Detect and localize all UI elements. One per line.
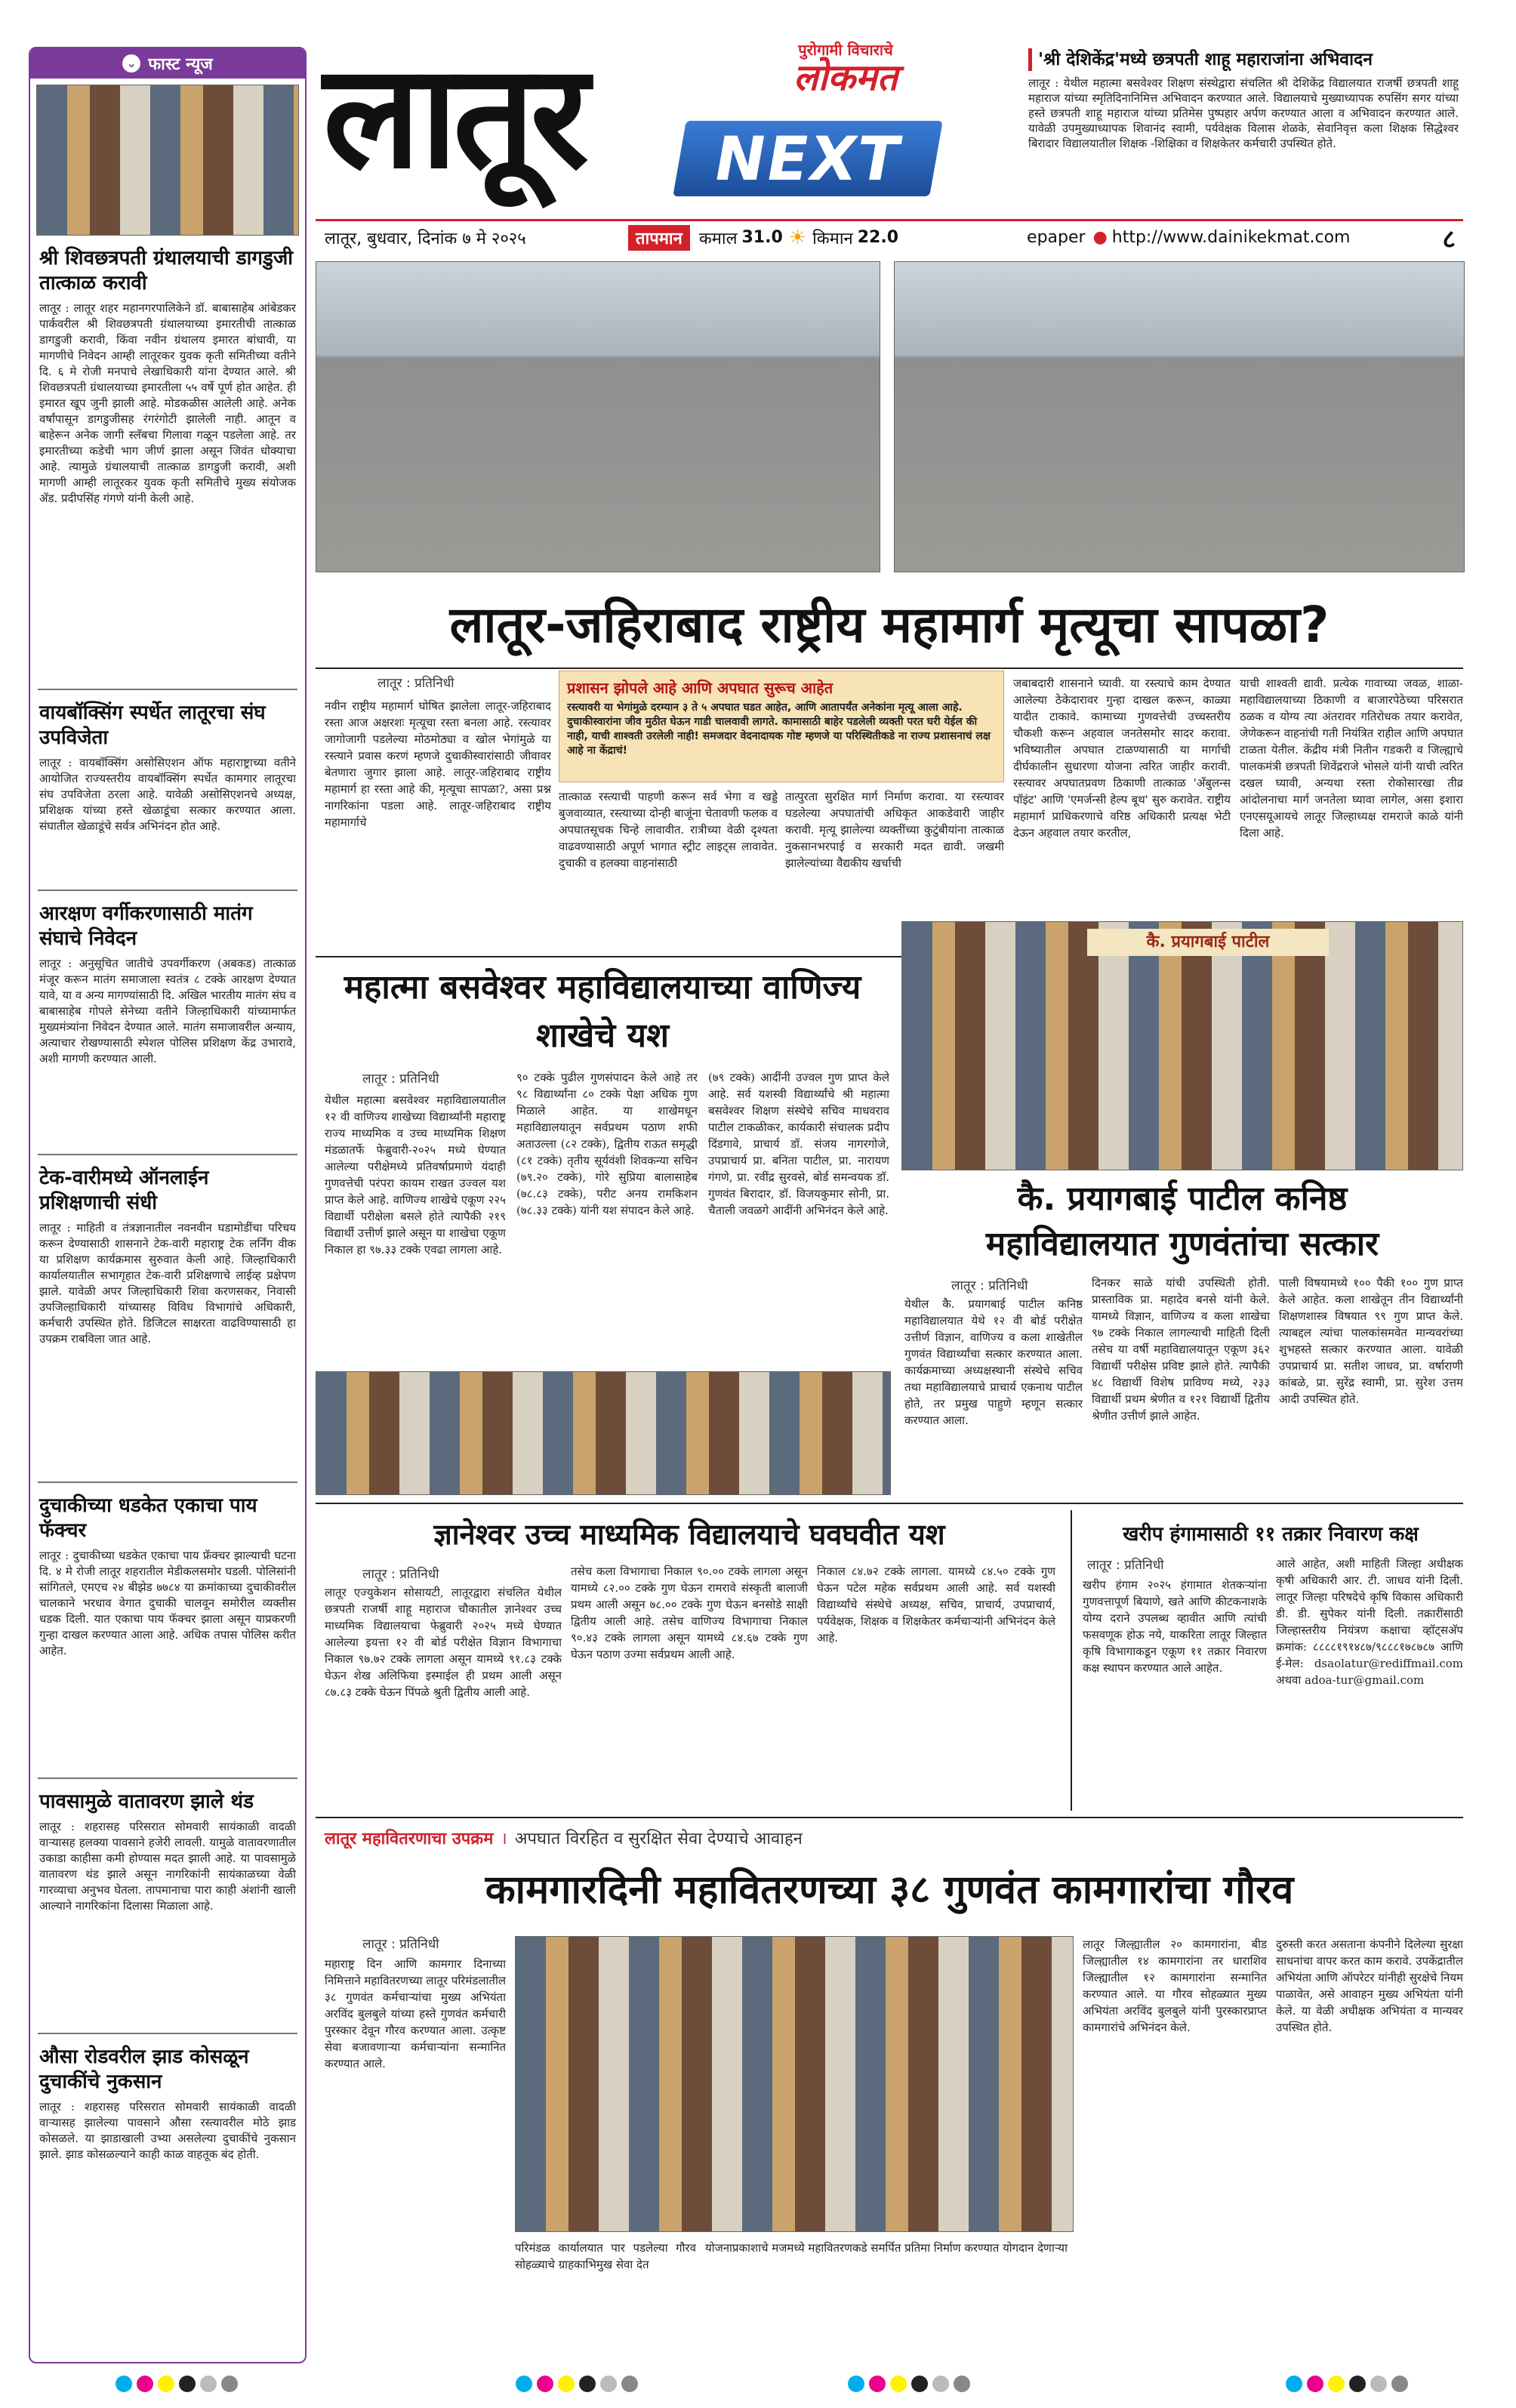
globe-icon: ● xyxy=(1092,228,1108,247)
temp-min-value: 22.0 xyxy=(857,228,899,247)
sidebar-item xyxy=(30,902,305,1146)
page-number: ८ xyxy=(1442,224,1456,254)
mseb-byline: लातूर : प्रतिनिधी xyxy=(362,1937,439,1952)
prayag-headline-2: महाविद्यालयात गुणवंतांचा सत्कार xyxy=(985,1225,1379,1263)
dnyan-col3: निकाल ८४.७२ टक्के लागला. यामध्ये ८४.५० टक्के गुण घेऊन पटेल महेक सर्वप्रथम आली आहे. सर्व यशस्वी विद्यार्थ्यांचे संस्थेचे अध्यक्ष, सचिव, प्राचार्य, उपप्राचार्य, पर्यवेक्षक, शिक्षक व शिक्षकेतर कर्मचाऱ्यांनी अभिनंदन केले आहे. xyxy=(817,1565,1055,1645)
mseb-col1: महाराष्ट्र दिन आणि कामगार दिनाच्या निमित्ताने महावितरणच्या लातूर परिमंडलातील ३८ गुणवंत कर्मचाऱ्यांचा मुख्य अभियंता अरविंद बुलबुले यांच्या हस्ते गुणवंत कर्मचारी पुरस्कार देवून गौरव करण्यात आला. उत्कृष्ट सेवा बजावणाऱ्या कर्मचाऱ्यांना सन्मानित करण्यात आले. xyxy=(325,1957,506,2070)
sidebar-item xyxy=(30,1494,305,1770)
top-brief-headline: 'श्री देशिकेंद्र'मध्ये छत्रपती शाहू महाराजांना अभिवादन xyxy=(1028,48,1459,71)
dnyan-byline: लातूर : प्रतिनिधी xyxy=(362,1567,439,1582)
kharip-headline: खरीप हंगामासाठी ११ तक्रार निवारण कक्ष xyxy=(1123,1523,1419,1546)
top-brief xyxy=(1028,48,1459,219)
mseb-headline: कामगारदिनी महावितरणच्या ३८ गुणवंत कामगारांचा गौरव xyxy=(485,1867,1294,1913)
sidebar-item xyxy=(30,1790,305,2025)
lead-byline: लातूर : प्रतिनिधी xyxy=(377,676,454,691)
dnyan-col1: लातूर एज्युकेशन सोसायटी, लातूरद्वारा संचलित येथील छत्रपती राजर्षी शाहू महाराज चौकातील ज्ञानेश्वर उच्च माध्यमिक विद्यालयाचा फेब्रुवारी २०२५ मध्ये घेण्यात आलेल्या इयत्ता १२ वी बोर्ड परीक्षेत विज्ञान विभागाचा निकाल ९७.७२ टक्के लागला असून यामध्ये ९१.८३ टक्के घेऊन शेख अलिफिया इस्माईल ही प्रथम आली असून ८७.८३ टक्के घेऊन पिंपळे श्रुती द्वितीय आली आहे. xyxy=(325,1586,562,1699)
registration-marks-mid xyxy=(846,2376,972,2395)
sidebar-item-headline: श्री शिवछत्रपती ग्रंथालयाची डागडुजी तात्काळ करावी xyxy=(39,247,293,294)
sidebar-header-label: फास्ट न्यूज xyxy=(148,55,213,74)
prayag-byline: लातूर : प्रतिनिधी xyxy=(951,1278,1028,1293)
divider xyxy=(38,1481,297,1483)
kharip-col2: आले आहेत, अशी माहिती जिल्हा अधीक्षक कृषी अधिकारी आर. टी. जाधव यांनी दिली. लातूर जिल्हा परिषदेचे कृषि विकास अधिकारी डी. डी. सुपेकर यांनी दिली. तक्रारींसाठी जिल्हास्तरीय नियंत्रण कक्षाचा व्हॉट्सअ‍ॅप क्रमांक: ८८८८१९१४८७/९८८८१७८७८७ आणि ई-मेल: dsaolatur@rediffmail.com अथवा adoa-tur@gmail.com xyxy=(1276,1557,1463,1687)
registration-marks-left xyxy=(113,2376,240,2395)
basav-col3: (७९ टक्के) आदींनी उज्वल गुण प्राप्त केले आहे. सर्व यशस्वी विद्यार्थ्यांचे श्री महात्मा बसवेश्वर शिक्षण संस्थेचे सचिव माधवराव पाटील टाकळीकर, कार्यकारी संचालक प्रदीप दिंडगावे, प्राचार्य डॉ. संजय नागरगोजे, उपप्राचार्य प्रा. बनिता पाटील, प्रा. नारायण गंगणे, प्रा. रवींद्र सुरवसे, बोर्ड समन्वयक डॉ. गुणवंत बिरादार, डॉ. विजयकुमार सोनी, प्रा. चैताली जवळगे आदींनी अभिनंदन केले आहे. xyxy=(708,1071,889,1217)
lead-col1: नवीन राष्ट्रीय महामार्ग घोषित झालेला लातूर-जहिराबाद रस्ता आज अक्षरशः मृत्यूचा रस्ता बनला आहे. रस्त्यावर जागोजागी पडलेल्या मोठमोठ्या व खोल भेगांमुळे या रस्त्याने प्रवास करणं म्हणजे दुचाकीस्वारांसाठी जीवावर बेतणारा जुगार झाला आहे. लातूर-जहिराबाद राष्ट्रीय महामार्ग हा रस्ता आहे की, मृत्यूचा सापळा?, असा प्रश्न नागरिकांना पडला आहे. लातूर-जहिराबाद राष्ट्रीय महामार्गाचे xyxy=(325,699,551,829)
kharip-byline: लातूर : प्रतिनिधी xyxy=(1087,1558,1164,1573)
date-line: लातूर, बुधवार, दिनांक ७ मे २०२५ xyxy=(325,229,526,248)
fast-news-sidebar xyxy=(29,47,307,2363)
dnyan-col2: तसेच कला विभागाचा निकाल ९०.०० टक्के लागला असून यामध्ये ८२.०० टक्के गुण घेऊन रामरावे संस्कृती बालाजी प्रथम आली असून ७८.०० टक्के गुण घेऊन बनसोडे साक्षी द्वितीय आली आहे. तसेच वाणिज्य विभागाचा निकाल ९०.४३ टक्के लागला असून यामध्ये ८४.६७ टक्के गुण घेऊन पठाण उज्मा सर्वप्रथम आली आहे. xyxy=(571,1565,808,1661)
divider xyxy=(38,2033,297,2034)
registration-marks-right xyxy=(1283,2376,1410,2395)
sidebar-item-body: लातूर : दुचाकीच्या धडकेत एकाचा पाय फ्रॅक्चर झाल्याची घटना दि. ४ मे रोजी लातूर शहरातील मेडीकलसमोर घडली. पोलिसांनी सांगितले, एमएच २४ बीझेड ७७८४ या क्रमांकाच्या दुचाकीवरील चालकाने भरधाव वेगात दुचाकी चालवून समोरील व्यक्तीस धडक दिली. यात एकाचा पाय फॅक्चर झाला असून याप्रकरणी गुन्हा दाखल करण्यात आला आहे. अधिक तपास पोलिस करीत आहेत. xyxy=(39,1549,296,1657)
lead-col5: याची शाश्वती द्यावी. प्रत्येक गावाच्या जवळ, शाळा-महाविद्यालयाच्या ठिकाणी व बाजारपेठेच्या परिसरात ठळक व योग्य त्या अंतरावर गतिरोधक तयार करावेत, जेणेकरून वाहनांची गती नियंत्रित राहील आणि अपघात टाळता येतील. केंद्रीय मंत्री नितीन गडकरी व जिल्ह्याचे पालकमंत्री छत्रपती शिवेंद्रराजे भोसले यांनी याची त्वरित दखल घ्यावी, अन्यथा रस्ता रोकोसारखा तीव्र आंदोलनाचा मार्ग जनतेला घ्यावा लागेल, असा इशारा एनएसयूआयचे लातूर जिल्हाध्यक्ष रामराजे काळे यांनी दिला आहे. xyxy=(1240,677,1463,840)
divider xyxy=(38,1154,297,1155)
mseb-col4: लातूर जिल्ह्यातील २० कामगारांना, बीड जिल्ह्यातील १४ कामगारांना तर धाराशिव जिल्ह्यातील १२ कामगारांना सन्मानित करण्यात आले. या गौरव सोहळ्यात मुख्य अभियंता अरविंद बुलबुले यांनी पुरस्कारप्राप्त कामगारांचे अभिनंदन केले. xyxy=(1083,1938,1267,2034)
next-logo-text: NEXT xyxy=(708,123,907,194)
temp-max-label: कमाल xyxy=(698,229,738,248)
temperature-label: तापमान xyxy=(628,225,690,251)
masthead-title: लातूर xyxy=(323,33,585,200)
lead-callout-title: प्रशासन झोपले आहे आणि अपघात सुरूच आहेत xyxy=(567,679,833,697)
mseb-photo xyxy=(515,1936,1074,2232)
divider xyxy=(38,890,297,891)
lead-photo-left xyxy=(316,261,880,572)
kicker-separator: । xyxy=(501,1830,507,1848)
sidebar-item-body: लातूर : अनुसूचित जातीचे उपवर्गीकरण (अबकड) तात्काळ मंजूर करून मातंग समाजाला स्वतंत्र ८ टक्के आरक्षण देण्यात यावे, या व अन्य मागण्यांसाठी दि. अखिल भारतीय मातंग संघ व बाबासाहेब गोपले सेनेच्या वतीने जिल्हाधिकारी यांच्यामार्फत मुख्यमंत्र्यांना निवेदन देण्यात आले. मातंग समाजावरील अन्याय, अत्याचार रोखण्यासाठी स्पेशल पोलिस प्रशिक्षण केंद्र उभारावे, अशी मागणी करण्यात आली. xyxy=(39,957,296,1065)
vertical-divider xyxy=(1071,1510,1072,1811)
epaper-link[interactable]: http://www.dainikekmat.com xyxy=(1111,228,1351,247)
prayag-photo xyxy=(901,921,1463,1170)
sun-icon: ☀ xyxy=(788,226,807,249)
temp-max-value: 31.0 xyxy=(741,228,783,247)
divider xyxy=(316,1503,1463,1504)
lead-col4: जबाबदारी शासनाने घ्यावी. या रस्त्याचे काम देण्यात आलेल्या ठेकेदारावर गुन्हा दाखल करून, काळ्या यादीत टाकावे. कामाच्या गुणवत्तेची उच्चस्तरीय चौकशी करून अहवाल जनतेसमोर सादर करावा. भविष्यातील अपघात टाळण्यासाठी या मार्गाची दीर्घकालीन सुधारणा योजना त्वरित जाहीर करावी. रस्त्यावर अपघातप्रवण ठिकाणी तात्काळ 'अँबुलन्स पॉइंट' आणि 'एमर्जन्सी हेल्प बूथ' सुरु करावेत. राष्ट्रीय महामार्ग प्राधिकरणाचे वरिष्ठ अधिकारी प्रत्यक्ष भेटी देऊन अहवाल तयार करतील, xyxy=(1013,677,1231,840)
divider xyxy=(316,668,1463,669)
dnyan-headline: ज्ञानेश्वर उच्च माध्यमिक विद्यालयाचे घवघवीत यश xyxy=(433,1518,945,1551)
mseb-kicker: लातूर महावितरणाचा उपक्रम xyxy=(325,1830,494,1848)
sidebar-photo xyxy=(36,85,299,236)
mseb-kicker-rest: अपघात विरहित व सुरक्षित सेवा देण्याचे आवाहन xyxy=(514,1830,803,1848)
sidebar-item-body: लातूर : शहरासह परिसरात सोमवारी सायंकाळी वादळी वाऱ्यासह हलक्या पावसाने हजेरी लावली. यामुळे वातावरणातील उकाडा काहीसा कमी होण्यास मदत झाली आहे. या पावसामुळे वातावरण थंड झाले असून नागरिकांनी सायंकाळच्या वेळी गारव्याचा अनुभव घेतला. तापमानाचा पारा काही अंशांनी खाली आल्याने नागरिकांना दिलासा मिळाला आहे. xyxy=(39,1820,296,1913)
sidebar-item-body: लातूर : माहिती व तंत्रज्ञानातील नवनवीन घडामोडींचा परिचय करून देण्यासाठी शासनाने टेक-वारी महाराष्ट्र टेक लर्निंग वीक या प्रशिक्षण कार्यक्रमास सुरुवात केली आहे. जिल्हाधिकारी कार्यालयातील सभागृहात टेक-वारी प्रशिक्षणाचे लाईव्ह प्रक्षेपण झाले. यावेळी अपर जिल्हाधिकारी शिवा करणसकर, निवासी उपजिल्हाधिकारी यांच्यासह विविध विभागांचे अधिकारी, कर्मचारी उपस्थित होते. डिजिटल साक्षरता वाढविण्यासाठी हा उपक्रम राबविला जात आहे. xyxy=(39,1221,296,1346)
kharip-col1: खरीप हंगाम २०२५ हंगामात शेतकऱ्यांना गुणवत्तापूर्ण बियाणे, खते आणि कीटकनाशके योग्य दराने उपलब्ध व्हावीत आणि त्यांची फसवणूक होऊ नये, याकरिता लातूर जिल्हात कृषि विभागाकडून एकूण ११ तक्रार निवारण कक्ष स्थापन करण्यात आले आहेत. xyxy=(1083,1578,1267,1675)
mseb-col2: परिमंडळ कार्यालयात पार पडलेल्या गौरव सोहळ्याचे ग्राहकाभिमुख सेवा देत xyxy=(515,2241,696,2271)
basav-photo xyxy=(316,1371,891,1495)
lead-callout-box xyxy=(559,671,1004,782)
prayag-col2: दिनकर साळे यांची उपस्थिती होती. प्रास्ताविक प्रा. महादेव बनसे यांनी केले. यामध्ये विज्ञान, वाणिज्य व कला शाखेचा ९७ टक्के निकाल लागल्याची माहिती दिली तसेच या वर्षी महाविद्यालयातून एकूण ३६२ विद्यार्थी परीक्षेस प्रविष्ट झाले होते. त्यापैकी ४८ विद्यार्थी विशेष प्राविण्य मध्ये, २३३ विद्यार्थी प्रथम श्रेणीत व १२१ विद्यार्थी द्वितीय श्रेणीत उत्तीर्ण झाले आहेत. xyxy=(1092,1276,1270,1423)
sidebar-header xyxy=(30,48,305,79)
next-logo xyxy=(673,121,943,196)
mseb-col5: दुरुस्ती करत असताना कंपनीने दिलेल्या सुरक्षा साधनांचा वापर करत काम करावे. उपकेंद्रातील अभियंता आणि ऑपरेटर यांनीही सुरक्षेचे नियम पाळावेत, असे आवाहन मुख्य अभियंता यांनी केले. या वेळी अधीक्षक अभियंता व मान्यवर उपस्थित होते. xyxy=(1276,1938,1463,2034)
sidebar-item-headline: टेक-वारीमध्ये ऑनलाईन प्रशिक्षणाची संधी xyxy=(39,1167,209,1214)
lead-headline: लातूर-जहिराबाद राष्ट्रीय महामार्ग मृत्यूचा सापळा? xyxy=(449,596,1330,654)
sidebar-item-body: लातूर : वायबॉक्सिंग असोसिएशन ऑफ महाराष्ट्राच्या वतीने आयोजित राज्यस्तरीय वायबॉक्सिंग स्पर्धेत कामगार लातूरचा संघ उपविजेता ठरला आहे. यावेळी असोसिएशनचे अध्यक्ष, प्रशिक्षक यांच्या हस्ते खेळाडूंचा सत्कार करण्यात आला. संघातील खेळाडूंचे सर्वत्र अभिनंदन होत आहे. xyxy=(39,756,296,833)
date-strip xyxy=(316,219,1463,254)
sidebar-item-headline: दुचाकीच्या धडकेत एकाचा पाय फॅक्चर xyxy=(39,1494,257,1542)
top-brief-body: लातूर : येथील महात्मा बसवेश्वर शिक्षण संस्थेद्वारा संचलित श्री देशिकेंद्र विद्यालयात राजर्षी छत्रपती शाहू महाराज यांच्या स्मृतिदिनानिमित्त अभिवादन करण्यात आले. विद्यालयाचे मुख्याध्यापक रुपसिंग सगर यांच्या हस्ते छत्रपती शाहू महाराज यांच्या प्रतिमेस पुष्पहार अर्पण करण्यात आला व अभिवादन करण्यात आले. यावेळी उपमुख्याध्यापक शिवानंद स्वामी, पर्यवेक्षक विलास शेळके, सेवानिवृत्त कला शिक्षक सिद्धेश्वर बिरादार विद्यालयातील शिक्षक -शिक्षिका व शिक्षकेतर कर्मचारी उपस्थित होते. xyxy=(1028,76,1459,150)
sidebar-item-headline: आरक्षण वर्गीकरणासाठी मातंग संघाचे निवेदन xyxy=(39,902,253,950)
mseb-kicker-bar xyxy=(316,1823,1463,1853)
sidebar-item xyxy=(30,701,305,882)
sidebar-item-body: लातूर : शहरासह परिसरात सोमवारी सायंकाळी वादळी वाऱ्यासह झालेल्या पावसाने औसा रस्त्यावरील मोठे झाड कोसळले. या झाडाखाली उभ्या असलेल्या दुचाकींचे नुकसान झाले. झाड कोसळल्याने काही काळ वाहतूक बंद होती. xyxy=(39,2100,296,2161)
chevron-down-icon: ⌄ xyxy=(122,54,140,72)
divider xyxy=(38,1777,297,1779)
basav-byline: लातूर : प्रतिनिधी xyxy=(362,1071,439,1087)
prayag-col3: पाली विषयामध्ये १०० पैकी १०० गुण प्राप्त केले आहेत. कला शाखेतून तीन विद्यार्थ्यांनी शिक्षणशास्त्र विषयात ९९ गुण प्राप्त केले. त्याबद्दल त्यांचा पालकांसमवेत मान्यवरांच्या शुभहस्ते सत्कार करण्यात आला. यावेळी उपप्राचार्य प्रा. सतीश जाधव, प्रा. वर्षाराणी कांबळे, प्रा. सुरेंद्र स्वामी, प्रा. सुरेश उत्तम आदी उपस्थित होते. xyxy=(1279,1276,1463,1406)
lead-photo-right xyxy=(894,261,1465,572)
basav-headline: महात्मा बसवेश्वर महाविद्यालयाच्या वाणिज्य शाखेचे यश xyxy=(344,968,861,1055)
sidebar-item xyxy=(30,246,305,681)
sidebar-item-headline: पावसामुळे वातावरण झाले थंड xyxy=(39,1790,254,1813)
lead-col3: तात्पुरता सुरक्षित मार्ग निर्माण करावा. या रस्त्यावर घडलेल्या अपघातांची अधिकृत आकडेवारी जाहीर करावी. मृत्यू झालेल्या व्यक्तींच्या कुटुंबीयांना तात्काळ नुकसानभरपाई व सरकारी मदत द्यावी. जखमी झालेल्यांच्या वैद्यकीय खर्चाची xyxy=(785,790,1004,870)
brand-tagline: पुरोगामी विचाराचे xyxy=(798,41,893,59)
registration-marks-center xyxy=(513,2376,640,2395)
brand-logo: लोकमत xyxy=(793,57,898,99)
epaper-label: epaper xyxy=(1027,228,1086,247)
prayag-banner: कै. प्रयागबाई पाटील xyxy=(1087,929,1329,956)
lead-col2: तात्काळ रस्त्याची पाहणी करून सर्व भेगा व खड्डे बुजवाव्यात, रस्त्याच्या दोन्ही बाजूंना चेतावणी फलक व अपघातसूचक चिन्हे लावावीत. रात्रीच्या वेळी दृश्यता वाढवण्यासाठी अपूर्ण भागात स्ट्रीट लाइट्स लावावेत. दुचाकी व हलक्या वाहनांसाठी xyxy=(559,790,778,870)
lead-callout-text: रस्त्यावरी या भेगांमुळे दरम्यान ३ ते ५ अपघात घडत आहेत, आणि आतापर्यंत अनेकांना मृत्यू आला आहे. दुचाकीस्वारांना जीव मुठीत घेऊन गाडी चालवावी लागते. कामासाठी बाहेर पडलेली व्यक्ती परत घरी येईल की नाही, याची शाश्वती उरलेली नाही! समजदार वेदनादायक गोष्ट म्हणजे या परिस्थितीकडे ना राज्य प्रशासनाचं लक्ष आहे ना केंद्राचं! xyxy=(567,701,991,757)
prayag-headline-1: कै. प्रयागबाई पाटील कनिष्ठ xyxy=(1017,1179,1348,1218)
sidebar-item-headline: वायबॉक्सिंग स्पर्धेत लातूरचा संघ उपविजेता xyxy=(39,701,266,749)
basav-col2: ९० टक्के पुढील गुणसंपादन केले आहे तर ९८ विद्यार्थ्यांना ८० टक्के पेक्षा अधिक गुण मिळाले आहेत. या शाखेमधून महाविद्यालयातून सर्वप्रथम पठाण शफी अताउल्ला (८२ टक्के), द्वितीय राऊत समृद्धी (८१ टक्के) तृतीय सूर्यवंशी शिवकन्या सचिन (७९.२० टक्के), गोरे सुप्रिया बालासाहेब (७८.८३ टक्के), परीट अनय रामकिशन (७८.३३ टक्के) यांनी यश संपादन केले आहे. xyxy=(516,1071,698,1217)
sidebar-item-body: लातूर : लातूर शहर महानगरपालिकेने डॉ. बाबासाहेब आंबेडकर पार्कवरील श्री शिवछत्रपती ग्रंथालयाच्या इमारतीची तात्काळ डागडुजी करावी, किंवा नवीन ग्रंथालय इमारत बांधावी, या मागणीचे निवेदन आम्ही लातूरकर युवक कृती समितीच्या वतीने दि. ६ मे रोजी मनपाचे लेखाधिकारी यांना देण्यात आले. श्री शिवछत्रपती ग्रंथालयाच्या इमारतीला ५५ वर्षे पूर्ण होत आहेत. ही इमारत खूप जुनी झाली आहे. मोडकळीस आलेली आहे. अनेक वर्षांपासून डागडुजीसह रंगरंगोटी झालेली नाही. आतून व बाहेरून अनेक जागी स्लॅबचा गिलावा गळून पडलेला आहे. तर इमारतीच्या कडेची भाग जीर्ण झाला असून जिवंत धोक्याचा आहे. त्यामुळे ग्रंथालयाची तात्काळ डागडुजी करावी, अशी मागणी आम्ही लातूरकर युवक कृती समितीचे मुख्य संयोजक ॲड. प्रदीपसिंह गंगणे यांनी केली आहे. xyxy=(39,301,296,505)
mseb-col3: योजनाप्रकाशाचे मजमध्ये महावितरणकडे समर्पित प्रतिमा निर्माण करण्यात योगदान देणाऱ्या xyxy=(705,2241,1068,2255)
temp-min-label: किमान xyxy=(812,229,853,248)
prayag-col1: येथील कै. प्रयागबाई पाटील कनिष्ठ महाविद्यालयात येथे १२ वी बोर्ड परीक्षेत उत्तीर्ण विज्ञान, वाणिज्य व कला शाखेतील गुणवंत विद्यार्थ्यांचा सत्कार करण्यात आला. कार्यक्रमाच्या अध्यक्षस्थानी संस्थेचे सचिव तथा महाविद्यालयाचे प्राचार्य एकनाथ पाटील होते, तर प्रमुख पाहुणे म्हणून सत्कार करण्यात आला. xyxy=(904,1297,1083,1427)
sidebar-item xyxy=(30,2045,305,2226)
divider xyxy=(316,1817,1463,1818)
sidebar-item xyxy=(30,1166,305,1474)
basav-col1: येथील महात्मा बसवेश्वर महाविद्यालयातील १२ वी वाणिज्य शाखेच्या विद्यार्थ्यांनी महाराष्ट्र राज्य माध्यमिक व उच्च माध्यमिक शिक्षण मंडळातर्फे फेब्रुवारी-२०२५ मध्ये घेण्यात आलेल्या परीक्षेमध्ये प्रतिवर्षाप्रमाणे यंदाही गुणवत्तेची परंपरा कायम राखत उज्वल यश प्राप्त केले आहे. वाणिज्य शाखेचे एकूण २२५ विद्यार्थी परीक्षेला बसले होते त्यापैकी २१९ विद्यार्थी उत्तीर्ण झाले असून या शाखेचा एकूण निकाल हा ९७.३३ टक्के एवढा लागला आहे. xyxy=(325,1093,506,1256)
sidebar-item-headline: औसा रोडवरील झाड कोसळून दुचाकींचे नुकसान xyxy=(39,2046,249,2093)
divider xyxy=(38,689,297,690)
